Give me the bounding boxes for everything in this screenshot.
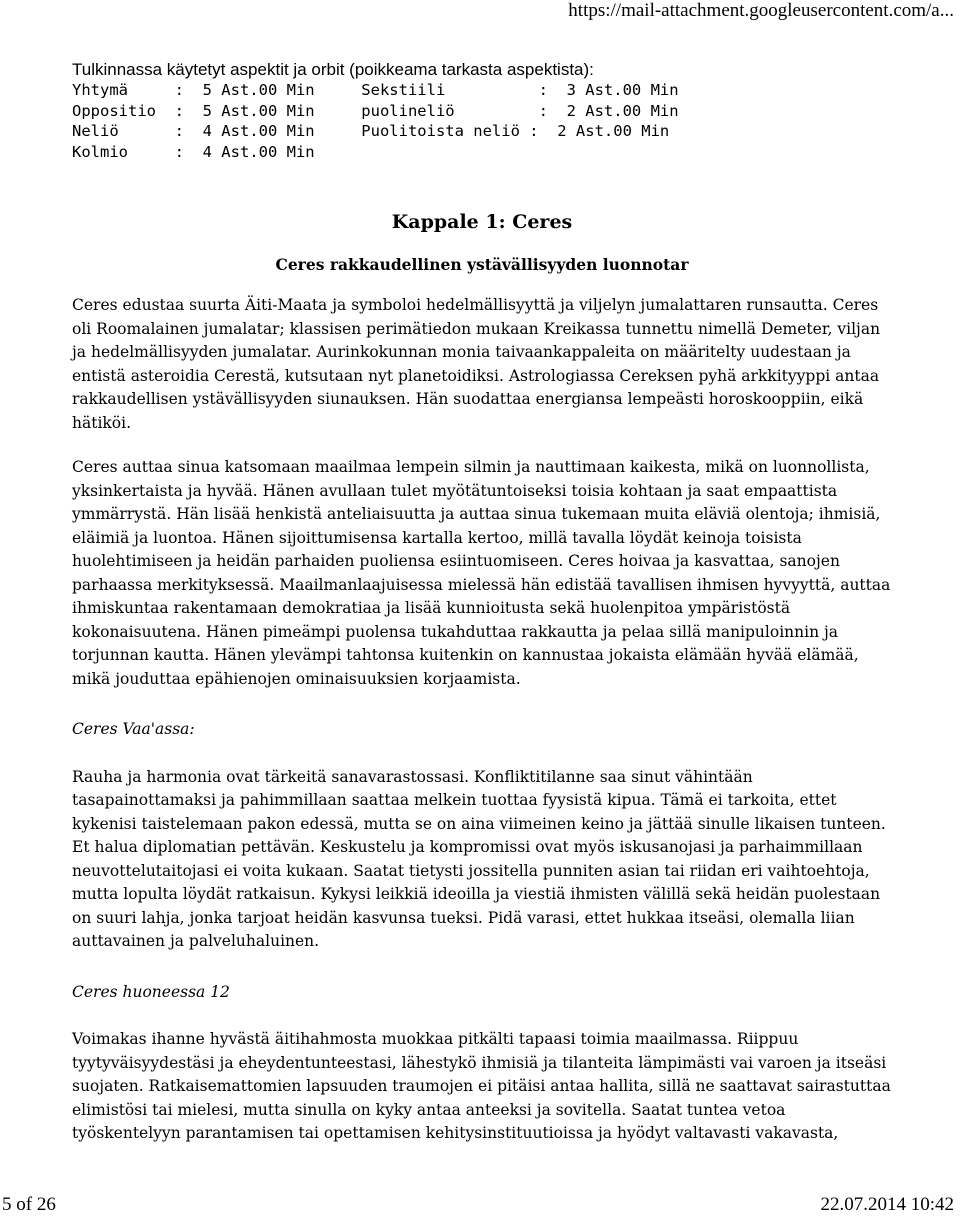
- chapter-subtitle: Ceres rakkaudellinen ystävällisyyden luonnotar: [275, 255, 689, 274]
- section-text-libra: Rauha ja harmonia ovat tärkeitä sanavarastossasi. Konfliktitilanne saa sinut vähintään tasapainottamaksi ja pahimmillaan saattaa melkein tuottaa fyysistä kipua. Tämä ei tarkoita, ettet kykenisi taistelemaan pakon edessä, mutta se on aina viimeinen keino ja jättää sinulle likaisen tunteen. Et halua diplomatian pettävän. Keskustelu ja kompromissi ovat myös iskusanojasi ja parhaimmillaan neuvottelutaitojasi ei voita kukaan. Saatat tietysti jossitella punniten asian tai riidan eri vaihtoehtoja, mutta lopulta löydät ratkaisun. Kykysi leikkiä ideoilla ja viestiä ihmisten välillä sekä heidän puolestaan on suuri lahja, jonka tarjoat heidän kasvunsa tueksi. Pidä varasi, ettet hukkaa itseäsi, olemalla liian auttavainen ja palveluhaluinen.: [72, 767, 886, 950]
- aspect-row: Neliö : 4 Ast.00 Min Puolitoista neliö : 2 Ast.00 Min: [72, 122, 670, 140]
- aspects-block: [72, 60, 892, 162]
- section-heading-libra: Ceres Vaa'assa:: [72, 720, 195, 738]
- chapter-title: Kappale 1: Ceres: [391, 211, 573, 233]
- aspect-row: Kolmio : 4 Ast.00 Min: [72, 142, 315, 161]
- section-heading-house-12: Ceres huoneessa 12: [72, 982, 230, 1001]
- paragraph: Ceres edustaa suurta Äiti-Maata ja symboloi hedelmällisyyttä ja viljelyn jumalattaren runsautta. Ceres oli Roomalainen jumalatar; klassisen perimätiedon mukaan Kreikassa tunnettu nimellä Demeter, viljan ja hedelmällisyyden jumalatar. Aurinkokunnan monia taivaankappaleita on määritelty uudestaan ja entistä asteroidia Cerestä, kutsutaan nyt planetoidiksi. Astrologiassa Cereksen pyhä arkkityyppi antaa rakkaudellisen ystävällisyyden siunauksen. Hän suodattaa energiansa lempeästi horoskooppiin, eikä hätiköi.: [72, 296, 881, 432]
- print-datetime: 22.07.2014 10:42: [820, 1194, 954, 1215]
- page-number: 5 of 26: [2, 1194, 56, 1215]
- aspects-intro: Tulkinnassa käytetyt aspektit ja orbit (poikkeama tarkasta aspektista):: [72, 60, 594, 79]
- paragraph: Ceres auttaa sinua katsomaan maailmaa lempein silmin ja nauttimaan kaikesta, mikä on luonnollista, yksinkertaista ja hyvää. Hänen avullaan tulet myötätuntoiseksi toisia kohtaan ja saat empaattista ymmärrystä. Hän lisää henkistä anteliaisuutta ja auttaa sinua tukemaan muita eläviä olentoja; ihmisiä, eläimiä ja luontoa. Hänen sijoittumisensa kartalla kertoo, millä tavalla löydät keinoja toisista huolehtimiseen ja heidän parhaiden puoliensa esiintuomiseen. Ceres hoivaa ja kasvattaa, sanojen parhaassa merkityksessä. Maailmanlaajuisessa mielessä hän edistää tavallisen ihmisen hyvyyttä, auttaa ihmiskuntaa rakentamaan demokratiaa ja lisää kunnioitusta sekä huolenpitoa ympäristöstä kokonaisuutena. Hänen pimeämpi puolensa tukahduttaa rakkautta ja pelaa sillä manipuloinnin ja torjunnan kautta. Hänen ylevämpi tahtonsa kuitenkin on kannustaa jokaista elämään hyvää elämää, mikä jouduttaa epähienojen ominaisuuksien korjaamista.: [72, 458, 891, 688]
- aspect-row: Oppositio : 5 Ast.00 Min puolineliö : 2 Ast.00 Min: [72, 101, 679, 120]
- page-url-header: https://mail-attachment.googleusercontent.com/a...: [568, 0, 954, 21]
- aspect-row: Yhtymä : 5 Ast.00 Min Sekstiili : 3 Ast.00 Min: [72, 81, 679, 99]
- chapter-content: [72, 206, 892, 1146]
- section-text-house-12: Voimakas ihanne hyvästä äitihahmosta muokkaa pitkälti tapaasi toimia maailmassa. Riippuu tyytyväisyydestäsi ja eheydentunteestasi, lähestykö ihmisiä ja tilanteita lämpimästi vai varoen ja itseäsi suojaten. Ratkaisemattomien lapsuuden traumojen ei pitäisi antaa hallita, sillä ne saattavat sairastuttaa elimistösi tai mielesi, mutta sinulla on kyky antaa anteeksi ja sovitella. Saatat tuntea vetoa työskentelyyn parantamisen tai opettamisen kehitysinstituutioissa ja hyödyt valtavasti vakavasta,: [72, 1030, 891, 1142]
